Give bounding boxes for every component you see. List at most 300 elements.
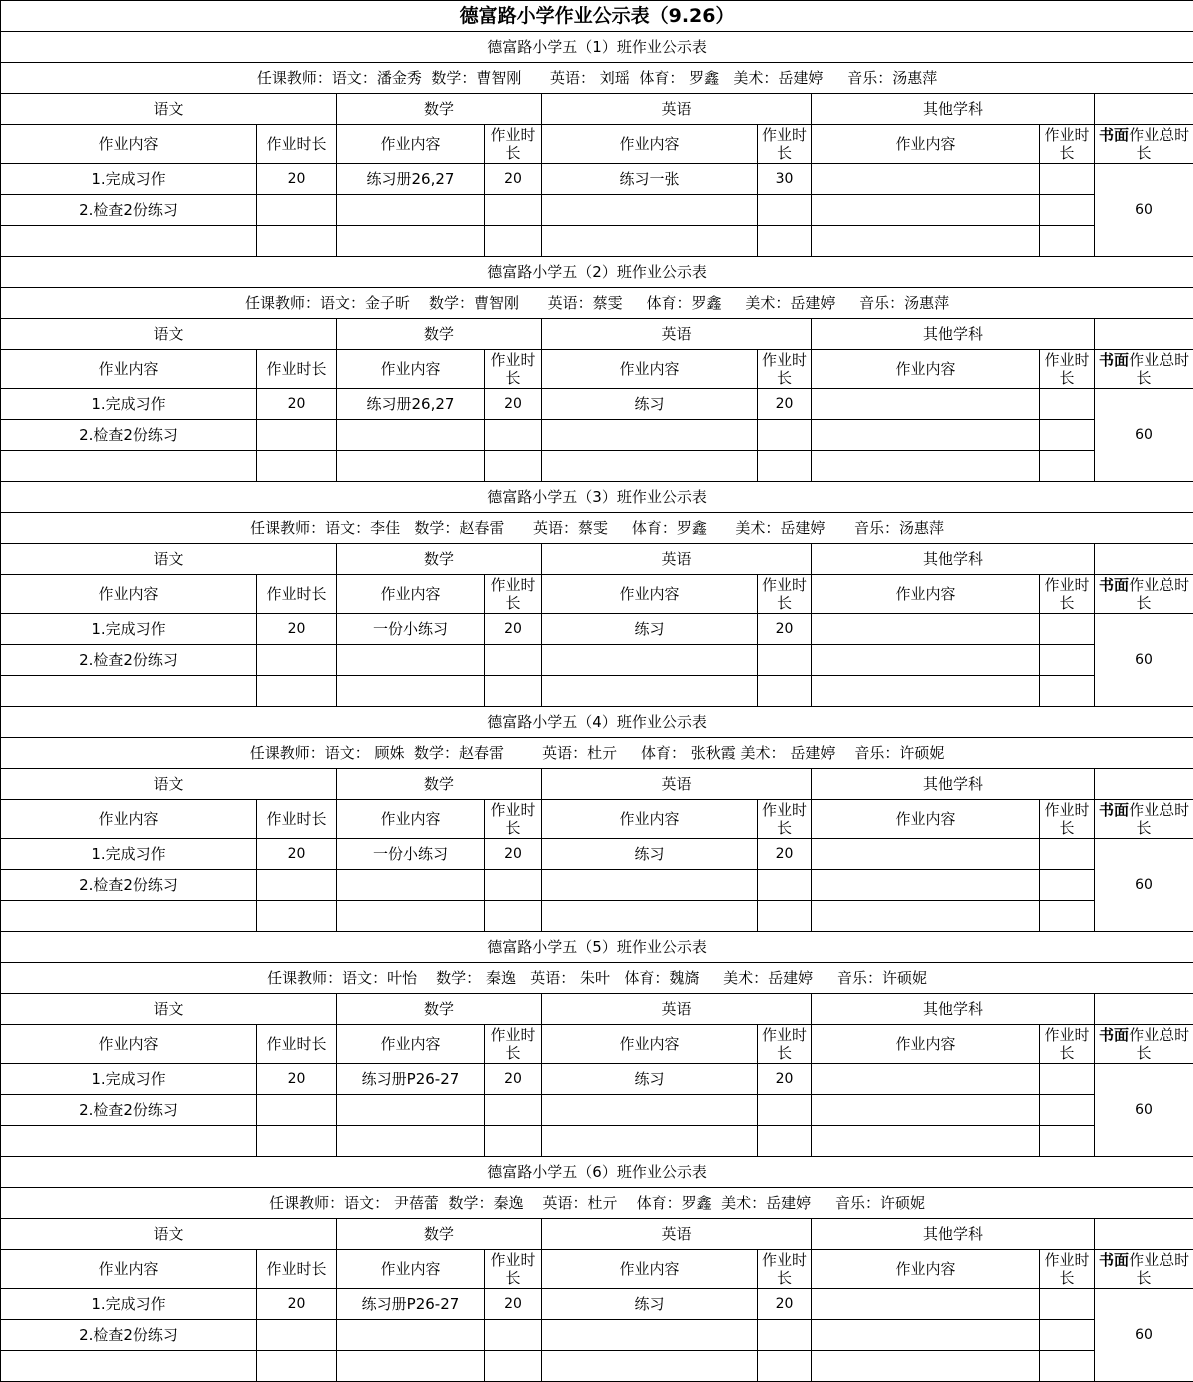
table-row [1,226,1193,257]
subject-chinese: 语文 [1,94,337,125]
chinese-content: 1.完成习作 [1,614,257,645]
math-duration [485,901,542,932]
col-content: 作业内容 [337,350,485,389]
chinese-duration [257,1126,337,1157]
col-duration: 作业时长 [485,1025,542,1064]
col-content: 作业内容 [542,350,758,389]
teacher-row [1,63,1193,94]
math-content [337,195,485,226]
col-duration: 作业时长 [1040,575,1095,614]
col-duration: 作业时长 [1040,1250,1095,1289]
math-duration [485,870,542,901]
column-header-row [1,1250,1193,1289]
chinese-content: 2.检查2份练习 [1,645,257,676]
table-row [1,614,1193,645]
chinese-content: 2.检查2份练习 [1,1095,257,1126]
subject-blank [1095,994,1193,1025]
subject-math: 数学 [337,319,542,350]
col-total-rest: 作业总时长 [1129,576,1189,612]
col-content: 作业内容 [1,575,257,614]
other-duration [1040,645,1095,676]
other-content [812,1351,1040,1382]
col-total-bold: 书面 [1099,126,1129,144]
col-content: 作业内容 [812,1025,1040,1064]
column-header-row [1,575,1193,614]
other-duration [1040,389,1095,420]
math-content [337,1351,485,1382]
other-duration [1040,1126,1095,1157]
subject-math: 数学 [337,94,542,125]
subject-header-row [1,94,1193,125]
column-header-row [1,350,1193,389]
other-duration [1040,420,1095,451]
english-duration [758,870,812,901]
column-header-row [1,125,1193,164]
col-content: 作业内容 [812,800,1040,839]
math-duration: 20 [485,839,542,870]
table-row [1,1289,1193,1320]
table-row [1,676,1193,707]
other-content [812,451,1040,482]
english-content [542,645,758,676]
class-title: 德富路小学五（2）班作业公示表 [1,257,1193,288]
subject-english: 英语 [542,1219,812,1250]
col-duration: 作业时长 [485,800,542,839]
subject-math: 数学 [337,994,542,1025]
col-total [1095,575,1193,614]
col-content: 作业内容 [337,1250,485,1289]
class-title-row [1,257,1193,288]
english-duration: 20 [758,1064,812,1095]
col-duration: 作业时长 [485,350,542,389]
class-title-row [1,707,1193,738]
subject-other: 其他学科 [812,544,1095,575]
class-title-row [1,932,1193,963]
teacher-row [1,1188,1193,1219]
chinese-duration: 20 [257,839,337,870]
subject-english: 英语 [542,544,812,575]
table-row [1,1064,1193,1095]
subject-english: 英语 [542,319,812,350]
subject-blank [1095,769,1193,800]
math-duration: 20 [485,164,542,195]
english-content [542,226,758,257]
col-total-bold: 书面 [1099,1026,1129,1044]
col-duration: 作业时长 [257,800,337,839]
other-duration [1040,676,1095,707]
chinese-content: 2.检查2份练习 [1,195,257,226]
math-duration: 20 [485,389,542,420]
teacher-row [1,963,1193,994]
col-content: 作业内容 [542,1025,758,1064]
table-row [1,1351,1193,1382]
subject-english: 英语 [542,94,812,125]
english-duration [758,451,812,482]
col-total [1095,800,1193,839]
teacher-list: 任课教师：语文：金子昕 数学：曹智刚 英语：蔡雯 体育：罗鑫 美术：岳建婷 音乐：汤惠萍 [1,288,1193,319]
chinese-duration: 20 [257,614,337,645]
table-row [1,901,1193,932]
col-duration: 作业时长 [257,350,337,389]
english-duration [758,676,812,707]
chinese-duration [257,195,337,226]
teacher-list: 任课教师：语文：李佳 数学：赵春雷 英语：蔡雯 体育：罗鑫 美术：岳建婷 音乐：汤惠萍 [1,513,1193,544]
math-content [337,1095,485,1126]
math-duration: 20 [485,1064,542,1095]
subject-header-row [1,994,1193,1025]
col-duration: 作业时长 [758,575,812,614]
math-duration [485,451,542,482]
subject-other: 其他学科 [812,319,1095,350]
other-duration [1040,1289,1095,1320]
table-row [1,870,1193,901]
subject-math: 数学 [337,769,542,800]
chinese-content [1,901,257,932]
col-total-bold: 书面 [1099,351,1129,369]
col-duration: 作业时长 [485,575,542,614]
other-content [812,1289,1040,1320]
col-total-rest: 作业总时长 [1129,126,1189,162]
math-content [337,420,485,451]
col-content: 作业内容 [812,350,1040,389]
subject-header-row [1,1219,1193,1250]
english-content [542,870,758,901]
table-row [1,645,1193,676]
table-row [1,389,1193,420]
col-duration: 作业时长 [758,1025,812,1064]
subject-blank [1095,94,1193,125]
col-content: 作业内容 [1,1250,257,1289]
col-total-rest: 作业总时长 [1129,351,1189,387]
col-duration: 作业时长 [485,1250,542,1289]
english-duration: 20 [758,839,812,870]
math-duration [485,226,542,257]
other-content [812,645,1040,676]
chinese-content: 2.检查2份练习 [1,1320,257,1351]
table-row [1,451,1193,482]
subject-chinese: 语文 [1,1219,337,1250]
english-content [542,451,758,482]
col-duration: 作业时长 [1040,800,1095,839]
col-duration: 作业时长 [758,350,812,389]
other-duration [1040,1351,1095,1382]
chinese-content [1,226,257,257]
chinese-duration [257,676,337,707]
subject-english: 英语 [542,769,812,800]
col-content: 作业内容 [542,575,758,614]
subject-other: 其他学科 [812,1219,1095,1250]
subject-other: 其他学科 [812,994,1095,1025]
subject-math: 数学 [337,1219,542,1250]
other-content [812,195,1040,226]
sheet-title: 德富路小学作业公示表（9.26） [1,1,1193,32]
table-row [1,164,1193,195]
col-duration: 作业时长 [257,1250,337,1289]
col-content: 作业内容 [812,575,1040,614]
subject-chinese: 语文 [1,769,337,800]
teacher-row [1,513,1193,544]
chinese-duration [257,420,337,451]
subject-header-row [1,769,1193,800]
teacher-list: 任课教师：语文： 顾姝 数学：赵春雷 英语：杜亓 体育： 张秋霞 美术： 岳建婷 音乐：许硕妮 [1,738,1193,769]
chinese-content: 1.完成习作 [1,1289,257,1320]
math-content: 练习册26,27 [337,164,485,195]
teacher-row [1,738,1193,769]
class-title: 德富路小学五（6）班作业公示表 [1,1157,1193,1188]
english-content [542,1320,758,1351]
table-row [1,1320,1193,1351]
teacher-row [1,288,1193,319]
class-title-row [1,32,1193,63]
table-row [1,195,1193,226]
other-content [812,1064,1040,1095]
english-duration: 30 [758,164,812,195]
col-duration: 作业时长 [1040,350,1095,389]
chinese-duration [257,870,337,901]
other-duration [1040,1320,1095,1351]
other-duration [1040,1064,1095,1095]
english-duration [758,1095,812,1126]
other-duration [1040,164,1095,195]
english-content [542,1095,758,1126]
other-content [812,1126,1040,1157]
math-duration [485,676,542,707]
subject-chinese: 语文 [1,319,337,350]
chinese-duration [257,1320,337,1351]
english-content: 练习 [542,614,758,645]
column-header-row [1,800,1193,839]
subject-header-row [1,544,1193,575]
chinese-content: 2.检查2份练习 [1,420,257,451]
chinese-duration [257,1095,337,1126]
math-duration: 20 [485,614,542,645]
other-content [812,676,1040,707]
english-content: 练习 [542,1289,758,1320]
math-duration [485,420,542,451]
chinese-duration [257,451,337,482]
col-total [1095,1025,1193,1064]
subject-header-row [1,319,1193,350]
english-duration: 20 [758,389,812,420]
subject-blank [1095,319,1193,350]
math-duration [485,1351,542,1382]
col-content: 作业内容 [542,800,758,839]
english-duration: 20 [758,1289,812,1320]
col-duration: 作业时长 [257,125,337,164]
total-duration: 60 [1095,1289,1193,1382]
col-content: 作业内容 [542,125,758,164]
english-duration [758,1351,812,1382]
chinese-content [1,676,257,707]
other-content [812,901,1040,932]
english-content: 练习 [542,389,758,420]
col-total [1095,125,1193,164]
math-duration: 20 [485,1289,542,1320]
other-duration [1040,870,1095,901]
english-duration [758,1320,812,1351]
class-title: 德富路小学五（5）班作业公示表 [1,932,1193,963]
english-content [542,676,758,707]
other-duration [1040,451,1095,482]
math-content [337,226,485,257]
english-duration [758,901,812,932]
total-duration: 60 [1095,164,1193,257]
teacher-list: 任课教师：语文： 尹蓓蕾 数学：秦逸 英语：杜亓 体育：罗鑫 美术：岳建婷 音乐：许硕妮 [1,1188,1193,1219]
math-content: 一份小练习 [337,614,485,645]
math-duration [485,195,542,226]
chinese-duration: 20 [257,164,337,195]
col-content: 作业内容 [1,1025,257,1064]
col-total [1095,350,1193,389]
column-header-row [1,1025,1193,1064]
math-content: 练习册P26-27 [337,1064,485,1095]
col-content: 作业内容 [1,800,257,839]
math-content: 练习册P26-27 [337,1289,485,1320]
subject-blank [1095,544,1193,575]
class-title-row [1,1157,1193,1188]
col-content: 作业内容 [337,575,485,614]
col-duration: 作业时长 [485,125,542,164]
subject-english: 英语 [542,994,812,1025]
chinese-content [1,1126,257,1157]
english-duration [758,195,812,226]
math-duration [485,1320,542,1351]
math-duration [485,1126,542,1157]
col-duration: 作业时长 [1040,125,1095,164]
subject-blank [1095,1219,1193,1250]
col-content: 作业内容 [337,1025,485,1064]
teacher-list: 任课教师：语文：潘金秀 数学：曹智刚 英语： 刘瑶 体育： 罗鑫 美术：岳建婷 音乐：汤惠萍 [1,63,1193,94]
other-content [812,1095,1040,1126]
other-duration [1040,195,1095,226]
other-content [812,420,1040,451]
chinese-content: 1.完成习作 [1,389,257,420]
table-row [1,839,1193,870]
col-total-bold: 书面 [1099,576,1129,594]
chinese-content [1,1351,257,1382]
chinese-duration [257,645,337,676]
class-title-row [1,482,1193,513]
math-content [337,676,485,707]
math-content [337,645,485,676]
subject-math: 数学 [337,544,542,575]
total-duration: 60 [1095,389,1193,482]
english-duration [758,645,812,676]
col-duration: 作业时长 [257,575,337,614]
other-content [812,614,1040,645]
col-duration: 作业时长 [257,1025,337,1064]
english-content: 练习 [542,839,758,870]
chinese-duration [257,226,337,257]
col-total-rest: 作业总时长 [1129,1251,1189,1287]
math-duration [485,1095,542,1126]
col-content: 作业内容 [1,350,257,389]
math-content: 练习册26,27 [337,389,485,420]
col-content: 作业内容 [337,800,485,839]
table-row [1,420,1193,451]
other-duration [1040,839,1095,870]
english-duration: 20 [758,614,812,645]
col-total-rest: 作业总时长 [1129,801,1189,837]
col-duration: 作业时长 [758,1250,812,1289]
col-content: 作业内容 [542,1250,758,1289]
total-duration: 60 [1095,839,1193,932]
math-duration [485,645,542,676]
chinese-content [1,451,257,482]
chinese-duration: 20 [257,1064,337,1095]
other-duration [1040,901,1095,932]
chinese-duration: 20 [257,1289,337,1320]
math-content [337,451,485,482]
other-duration [1040,1095,1095,1126]
math-content [337,1320,485,1351]
subject-other: 其他学科 [812,769,1095,800]
math-content [337,901,485,932]
other-content [812,164,1040,195]
col-total-rest: 作业总时长 [1129,1026,1189,1062]
class-title: 德富路小学五（4）班作业公示表 [1,707,1193,738]
other-content [812,226,1040,257]
col-content: 作业内容 [1,125,257,164]
teacher-list: 任课教师：语文：叶怡 数学： 秦逸 英语： 朱叶 体育：魏旖 美术：岳建婷 音乐：许硕妮 [1,963,1193,994]
subject-chinese: 语文 [1,994,337,1025]
chinese-content: 2.检查2份练习 [1,870,257,901]
english-duration [758,420,812,451]
chinese-content: 1.完成习作 [1,164,257,195]
total-duration: 60 [1095,1064,1193,1157]
chinese-duration [257,901,337,932]
chinese-duration: 20 [257,389,337,420]
english-content [542,901,758,932]
table-row [1,1095,1193,1126]
col-total [1095,1250,1193,1289]
english-duration [758,1126,812,1157]
chinese-duration [257,1351,337,1382]
col-total-bold: 书面 [1099,1251,1129,1269]
english-content [542,195,758,226]
english-duration [758,226,812,257]
col-content: 作业内容 [337,125,485,164]
math-content: 一份小练习 [337,839,485,870]
col-duration: 作业时长 [758,800,812,839]
col-content: 作业内容 [812,125,1040,164]
english-content: 练习一张 [542,164,758,195]
col-duration: 作业时长 [758,125,812,164]
other-duration [1040,614,1095,645]
english-content [542,1126,758,1157]
math-content [337,1126,485,1157]
math-content [337,870,485,901]
col-duration: 作业时长 [1040,1025,1095,1064]
english-content: 练习 [542,1064,758,1095]
chinese-content: 1.完成习作 [1,839,257,870]
subject-chinese: 语文 [1,544,337,575]
chinese-content: 1.完成习作 [1,1064,257,1095]
col-content: 作业内容 [812,1250,1040,1289]
other-content [812,839,1040,870]
total-duration: 60 [1095,614,1193,707]
table-row [1,1126,1193,1157]
other-content [812,389,1040,420]
english-content [542,1351,758,1382]
other-duration [1040,226,1095,257]
class-title: 德富路小学五（1）班作业公示表 [1,32,1193,63]
class-title: 德富路小学五（3）班作业公示表 [1,482,1193,513]
other-content [812,870,1040,901]
subject-other: 其他学科 [812,94,1095,125]
col-total-bold: 书面 [1099,801,1129,819]
english-content [542,420,758,451]
